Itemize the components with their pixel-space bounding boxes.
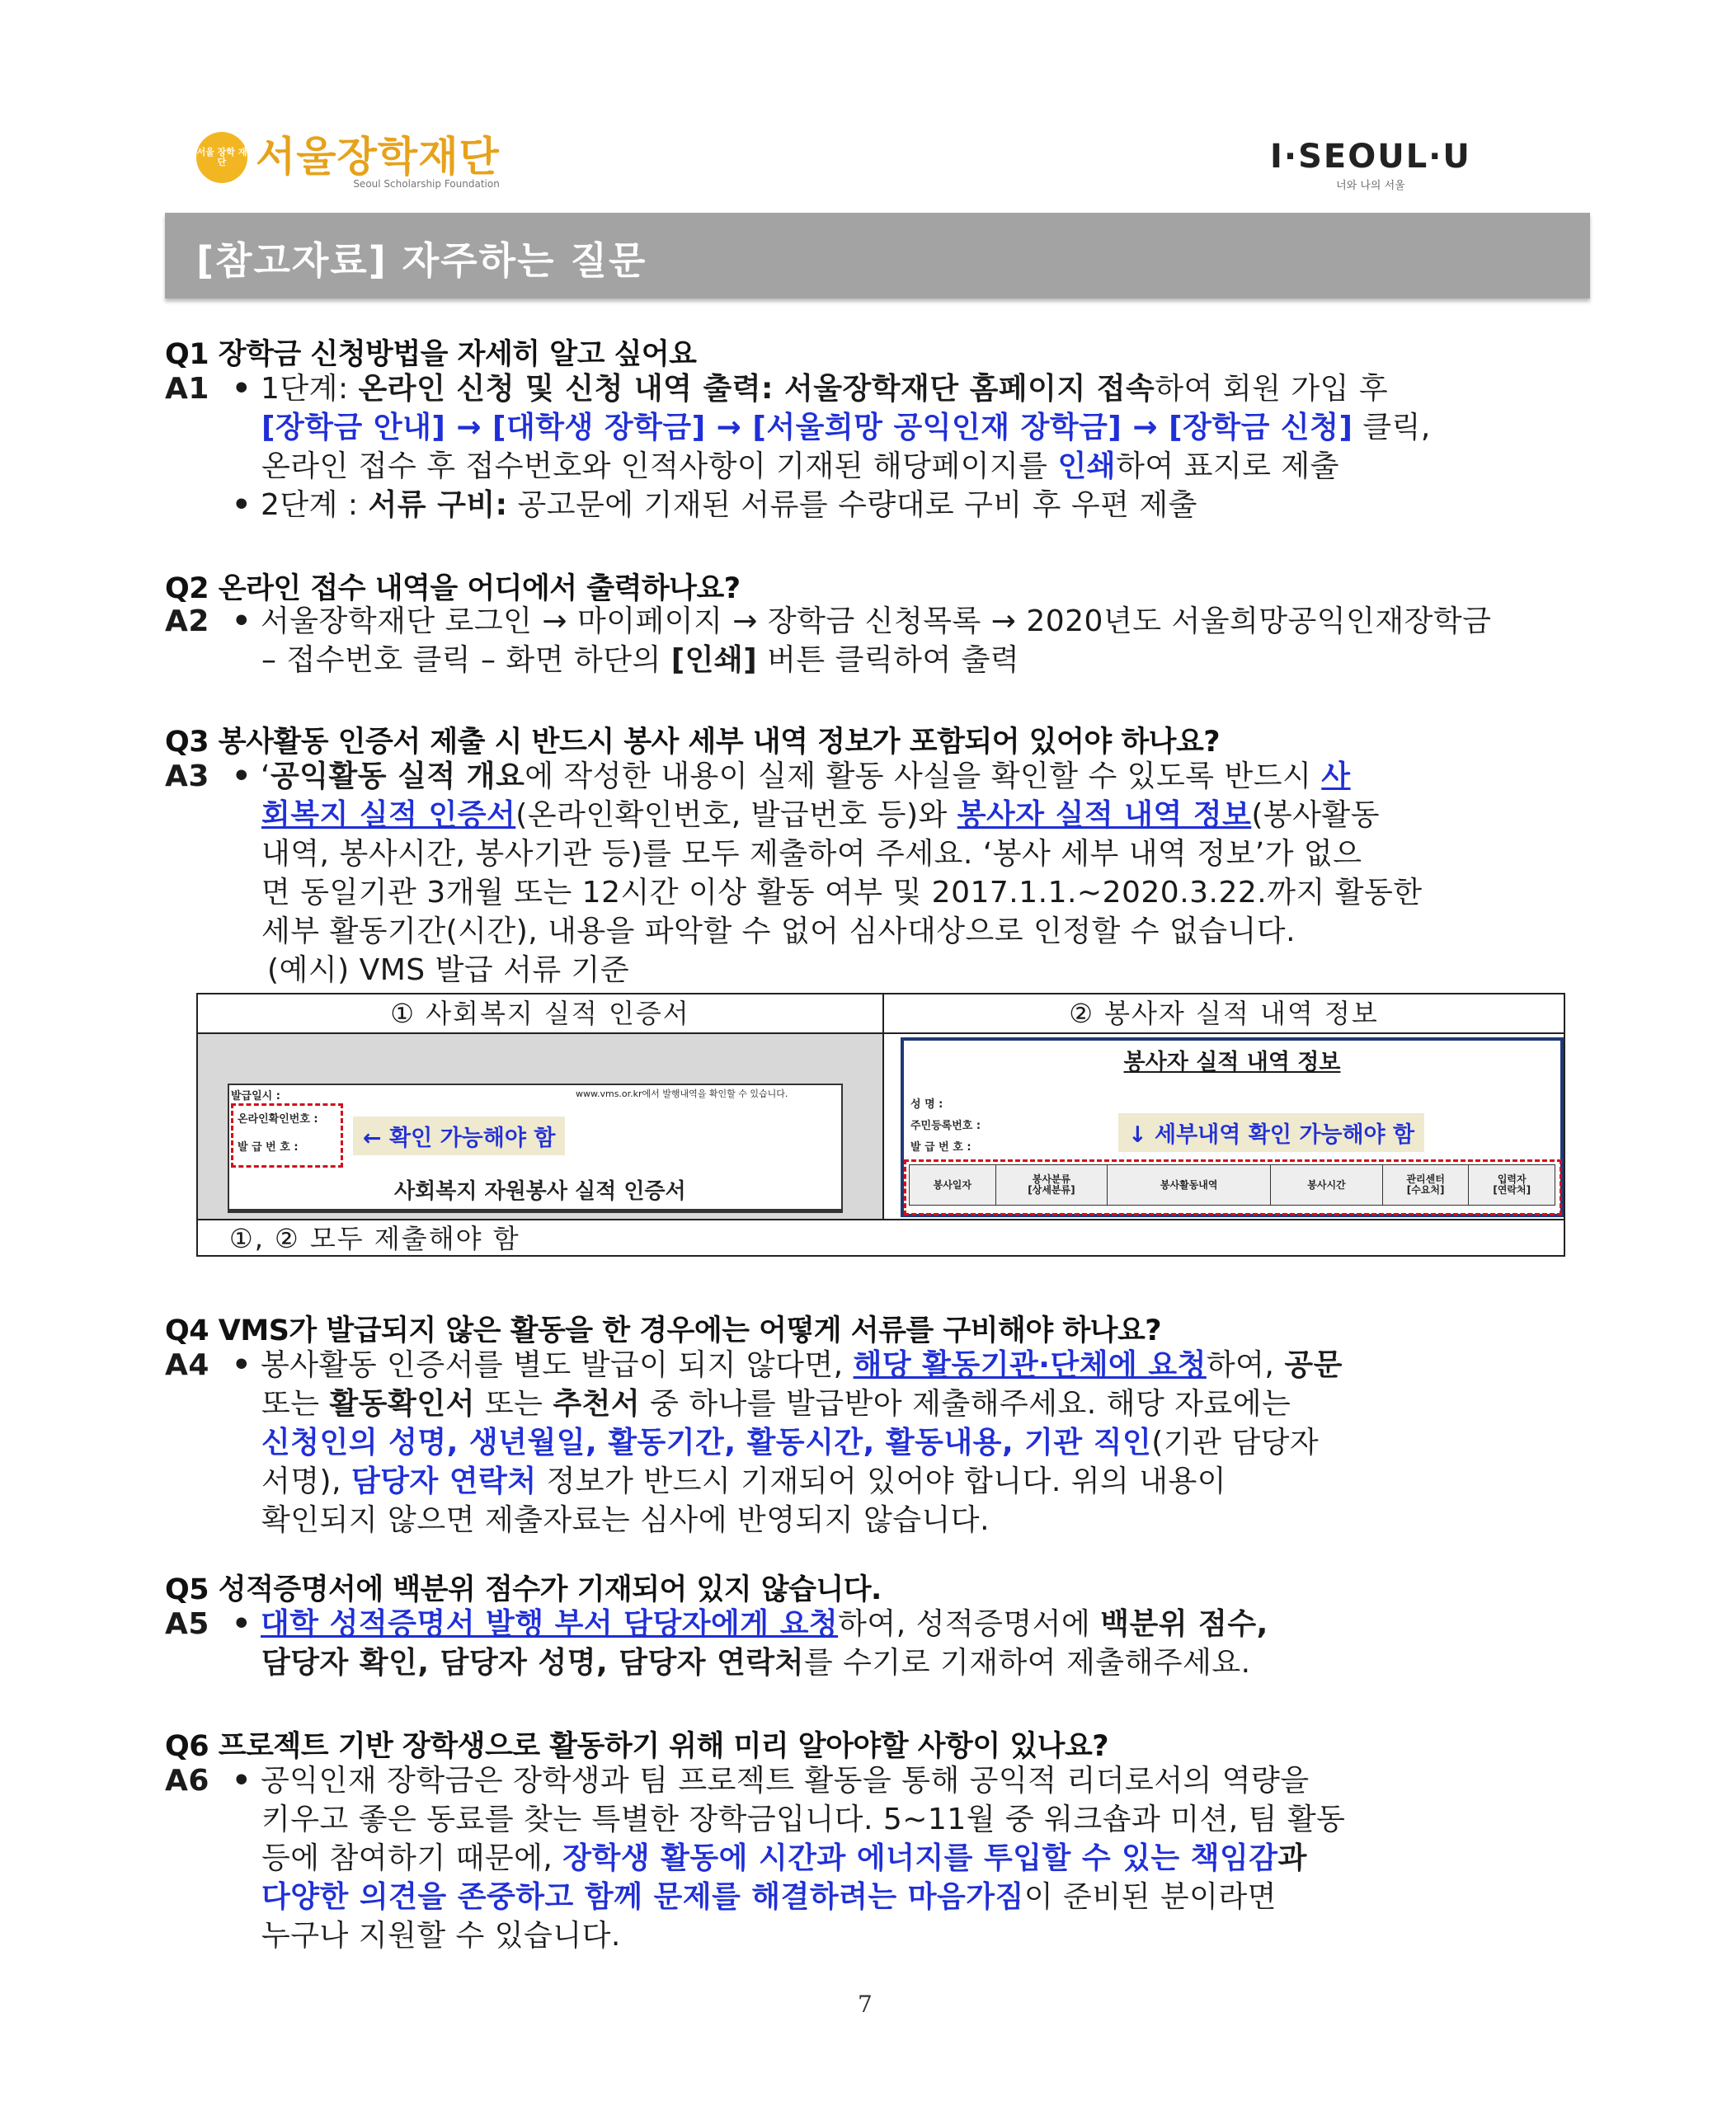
answer-3-line-6: (예시) VMS 발급 서류 기준 <box>267 953 630 987</box>
title-bar <box>165 213 1590 299</box>
question-3: Q3 봉사활동 인증서 제출 시 반드시 봉사 세부 내역 정보가 포함되어 있어야 하나요? <box>165 726 1221 759</box>
foundation-emblem-icon: 서울 장학 재단 <box>196 132 247 183</box>
bullet-icon: • <box>232 1607 252 1641</box>
answer-6-line-2: 키우고 좋은 동료를 찾는 특별한 장학금입니다. 5~11월 중 워크숍과 미션, 팀 활동 <box>261 1803 1346 1836</box>
example-footer: ①, ② 모두 제출해야 함 <box>198 1219 1564 1257</box>
example-header-2: ② 봉사자 실적 내역 정보 <box>884 994 1564 1034</box>
answer-1-line-3: 온라인 접수 후 접수번호와 인적사항이 기재된 해당페이지를 인쇄하여 표지로 제출 <box>261 449 1339 483</box>
record-column-header: 봉사시간 <box>1271 1165 1383 1205</box>
foundation-logo <box>196 132 500 190</box>
bullet-icon: • <box>232 1348 252 1382</box>
answer-1-line-1: A1 • 1단계: 온라인 신청 및 신청 내역 출력: 서울장학재단 홈페이지 접속하여 회원 가입 후 <box>165 369 1388 408</box>
bullet-icon: • <box>232 759 252 793</box>
iseoulu-text: I·SEOUL·U <box>1270 138 1471 176</box>
record-column-header: 봉사활동내역 <box>1108 1165 1271 1205</box>
answer-4-line-2: 또는 활동확인서 또는 추천서 중 하나를 발급받아 제출해주세요. 해당 자료에는 <box>261 1387 1291 1421</box>
answer-1-line-2: [장학금 안내] → [대학생 장학금] → [서울희망 공익인재 장학금] → [장학금 신청] 클릭, <box>261 411 1431 444</box>
iseoulu-subtext: 너와 나의 서울 <box>1336 180 1405 192</box>
record-column-header: 봉사일자 <box>910 1165 996 1205</box>
vms-example-table <box>196 993 1565 1257</box>
question-4: Q4 VMS가 발급되지 않은 활동을 한 경우에는 어떻게 서류를 구비해야 하나요? <box>165 1314 1162 1347</box>
answer-3-line-2: 회복지 실적 인증서(온라인확인번호, 발급번호 등)와 봉사자 실적 내역 정보(봉사활동 <box>261 798 1380 832</box>
example-panel-1 <box>198 1034 882 1219</box>
question-5: Q5 성적증명서에 백분위 점수가 기재되어 있지 않습니다. <box>165 1573 882 1606</box>
answer-2-line-2: – 접수번호 클릭 – 화면 하단의 [인쇄] 버튼 클릭하여 출력 <box>261 643 1020 677</box>
answer-4-line-4: 서명), 담당자 연락처 정보가 반드시 기재되어 있어야 합니다. 위의 내용이 <box>261 1465 1227 1498</box>
question-6: Q6 프로젝트 기반 장학생으로 활동하기 위해 미리 알아야할 사항이 있나요? <box>165 1730 1109 1763</box>
bullet-icon: • <box>232 1764 252 1798</box>
page-number: 7 <box>858 1991 873 2018</box>
question-1: Q1 장학금 신청방법을 자세히 알고 싶어요 <box>165 338 697 371</box>
answer-3-line-5: 세부 활동기간(시간), 내용을 파악할 수 없어 심사대상으로 인정할 수 없습니다. <box>261 914 1296 948</box>
check-hint: ← 확인 가능해야 함 <box>353 1117 565 1155</box>
answer-3-line-4: 면 동일기관 3개월 또는 12시간 이상 활동 여부 및 2017.1.1.~2020.3.22.까지 활동한 <box>261 876 1423 910</box>
example-panel-2 <box>884 1034 1564 1219</box>
bullet-icon: • <box>232 604 252 638</box>
bullet-icon: • <box>232 372 252 406</box>
example-header-1: ① 사회복지 실적 인증서 <box>198 994 882 1034</box>
answer-5-line-2: 담당자 확인, 담당자 성명, 담당자 연락처를 수기로 기재하여 제출해주세요. <box>261 1646 1251 1680</box>
answer-1-line-4: • 2단계 : 서류 구비: 공고문에 기재된 서류를 수량대로 구비 후 우편 제출 <box>223 486 1197 524</box>
page-title: [참고자료] 자주하는 질문 <box>196 238 647 283</box>
logo-korean: 서울장학재단 <box>256 133 500 181</box>
answer-2-line-1: A2 • 서울장학재단 로그인 → 마이페이지 → 장학금 신청목록 → 2020년도 서울희망공익인재장학금 <box>165 602 1491 641</box>
iseoulu-logo <box>1270 139 1471 192</box>
record-column-header: 봉사분류 [상세분류] <box>996 1165 1108 1205</box>
answer-4-line-5: 확인되지 않으면 제출자료는 심사에 반영되지 않습니다. <box>261 1503 990 1537</box>
detail-hint: ↓ 세부내역 확인 가능해야 함 <box>1118 1113 1424 1152</box>
record-table-header <box>909 1164 1555 1206</box>
answer-6-line-3: 등에 참여하기 때문에, 장학생 활동에 시간과 에너지를 투입할 수 있는 책임감과 <box>261 1841 1307 1875</box>
answer-3-line-3: 내역, 봉사시간, 봉사기관 등)를 모두 제출하여 주세요. ‘봉사 세부 내역 정보’가 없으 <box>261 837 1362 871</box>
bullet-icon: • <box>232 488 252 522</box>
logo-english: Seoul Scholarship Foundation <box>353 178 500 190</box>
answer-3-line-1: A3 • ‘공익활동 실적 개요에 작성한 내용이 실제 활동 사실을 확인할 수 있도록 반드시 사 <box>165 757 1351 796</box>
certificate-image: 발급일시 : www.vms.or.kr에서 발행내역을 확인할 수 있습니다. 온라인확인번호 : 발 급 번 호 : ← 확인 가능해야 함 사회복지 자원봉사 실적 인증서 <box>228 1084 843 1213</box>
answer-4-line-3: 신청인의 성명, 생년월일, 활동기간, 활동시간, 활동내용, 기관 직인(기관 담당자 <box>261 1426 1320 1460</box>
answer-5-line-1: A5 • 대학 성적증명서 발행 부서 담당자에게 요청하여, 성적증명서에 백분위 점수, <box>165 1605 1268 1643</box>
question-2: Q2 온라인 접수 내역을 어디에서 출력하나요? <box>165 572 741 605</box>
record-column-header: 관리센터 [수요처] <box>1383 1165 1470 1205</box>
answer-label: A1 <box>165 372 209 406</box>
answer-6-line-5: 누구나 지원할 수 있습니다. <box>261 1919 621 1953</box>
answer-6-line-1: A6 • 공익인재 장학금은 장학생과 팀 프로젝트 활동을 통해 공익적 리더로서의 역량을 <box>165 1761 1310 1800</box>
answer-6-line-4: 다양한 의견을 존중하고 함께 문제를 해결하려는 마음가짐이 준비된 분이라면 <box>261 1880 1277 1914</box>
record-column-header: 입력자 [연락처] <box>1469 1165 1555 1205</box>
answer-4-line-1: A4 • 봉사활동 인증서를 별도 발급이 되지 않다면, 해당 활동기관·단체에 요청하여, 공문 <box>165 1346 1343 1385</box>
volunteer-record-image: 봉사자 실적 내역 정보 성 명 : 주민등록번호 : 발 급 번 호 : ↓ 세부내역 확인 가능해야 함 봉사일자 봉사분류 [상세분류] 봉사활동내역 봉사시간 관리센터 [수요처] 입력자 [연락처] <box>901 1037 1564 1217</box>
